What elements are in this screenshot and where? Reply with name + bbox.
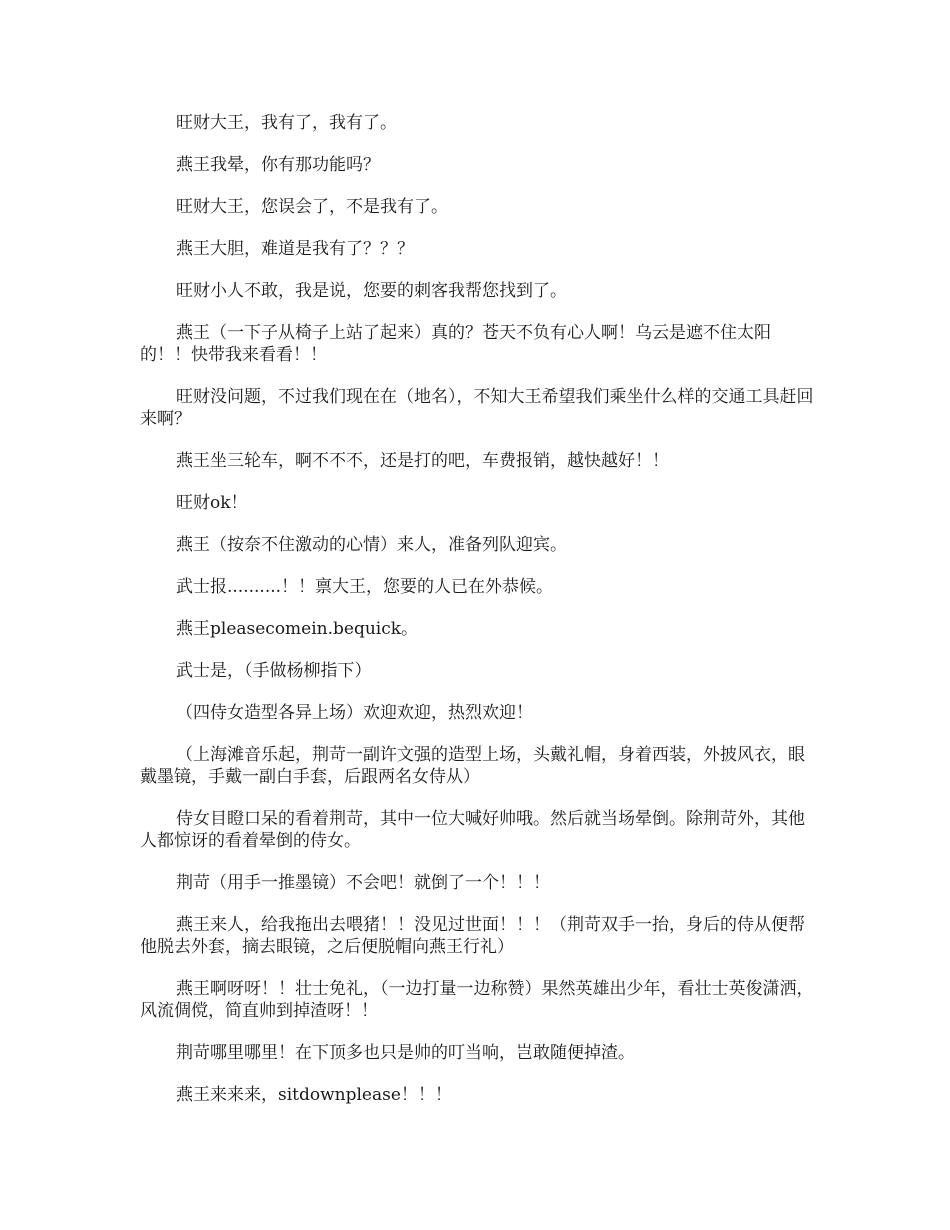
dialogue-paragraph: 旺财ok！ (176, 493, 248, 513)
dialogue-paragraph: 燕王来人，给我拖出去喂猪！！没见过世面！！！（荆苛双手一抬，身后的侍从便帮他脱去外套，摘去眼镜，之后便脱帽向燕王行礼） (140, 915, 805, 957)
dialogue-paragraph: 旺财小人不敢，我是说，您要的刺客我帮您找到了。 (176, 281, 567, 301)
narration-paragraph: 侍女目瞪口呆的看着荆苛，其中一位大喊好帅哦。然后就当场晕倒。除荆苛外，其他人都惊讶的看着晕倒的侍女。 (140, 809, 805, 851)
dialogue-paragraph: 燕王坐三轮车，啊不不不，还是打的吧，车费报销，越快越好！！ (176, 451, 669, 471)
dialogue-paragraph: 燕王（一下子从椅子上站了起来）真的？苍天不负有心人啊！乌云是遮不住太阳的！！快带我来看看！！ (140, 323, 771, 365)
dialogue-paragraph: 旺财大王，我有了，我有了。 (176, 113, 397, 133)
stage-direction-paragraph: （四侍女造型各异上场）欢迎欢迎，热烈欢迎！ (176, 703, 533, 723)
dialogue-paragraph: 荆苛（用手一推墨镜）不会吧！就倒了一个！！！ (176, 873, 550, 893)
dialogue-paragraph: 燕王来来来，sitdownplease！！！ (176, 1085, 452, 1105)
dialogue-paragraph: 荆苛哪里哪里！在下顶多也只是帅的叮当响，岂敢随便掉渣。 (176, 1043, 635, 1063)
dialogue-paragraph: 燕王pleasecomein.bequick。 (176, 619, 419, 639)
dialogue-paragraph: 武士报..........！！禀大王，您要的人已在外恭候。 (176, 577, 554, 597)
script-text-body (140, 112, 815, 1126)
dialogue-paragraph: 武士是，（手做杨柳指下） (176, 661, 372, 681)
dialogue-paragraph: 燕王啊呀呀！！壮士免礼，（一边打量一边称赞）果然英雄出少年，看壮士英俊潇洒，风流倜傥，简直帅到掉渣呀！！ (140, 979, 814, 1021)
stage-direction-paragraph: （上海滩音乐起，荆苛一副许文强的造型上场，头戴礼帽，身着西装，外披风衣，眼戴墨镜，手戴一副白手套，后跟两名女侍从） (140, 745, 805, 787)
dialogue-paragraph: 旺财大王，您误会了，不是我有了。 (176, 197, 448, 217)
dialogue-paragraph: 燕王我晕，你有那功能吗？ (176, 155, 380, 175)
dialogue-paragraph: 燕王大胆，难道是我有了？？？ (176, 239, 414, 259)
dialogue-paragraph: 旺财没问题，不过我们现在在（地名），不知大王希望我们乘坐什么样的交通工具赶回来啊？ (140, 387, 814, 429)
dialogue-paragraph: 燕王（按奈不住激动的心情）来人，准备列队迎宾。 (176, 535, 567, 555)
